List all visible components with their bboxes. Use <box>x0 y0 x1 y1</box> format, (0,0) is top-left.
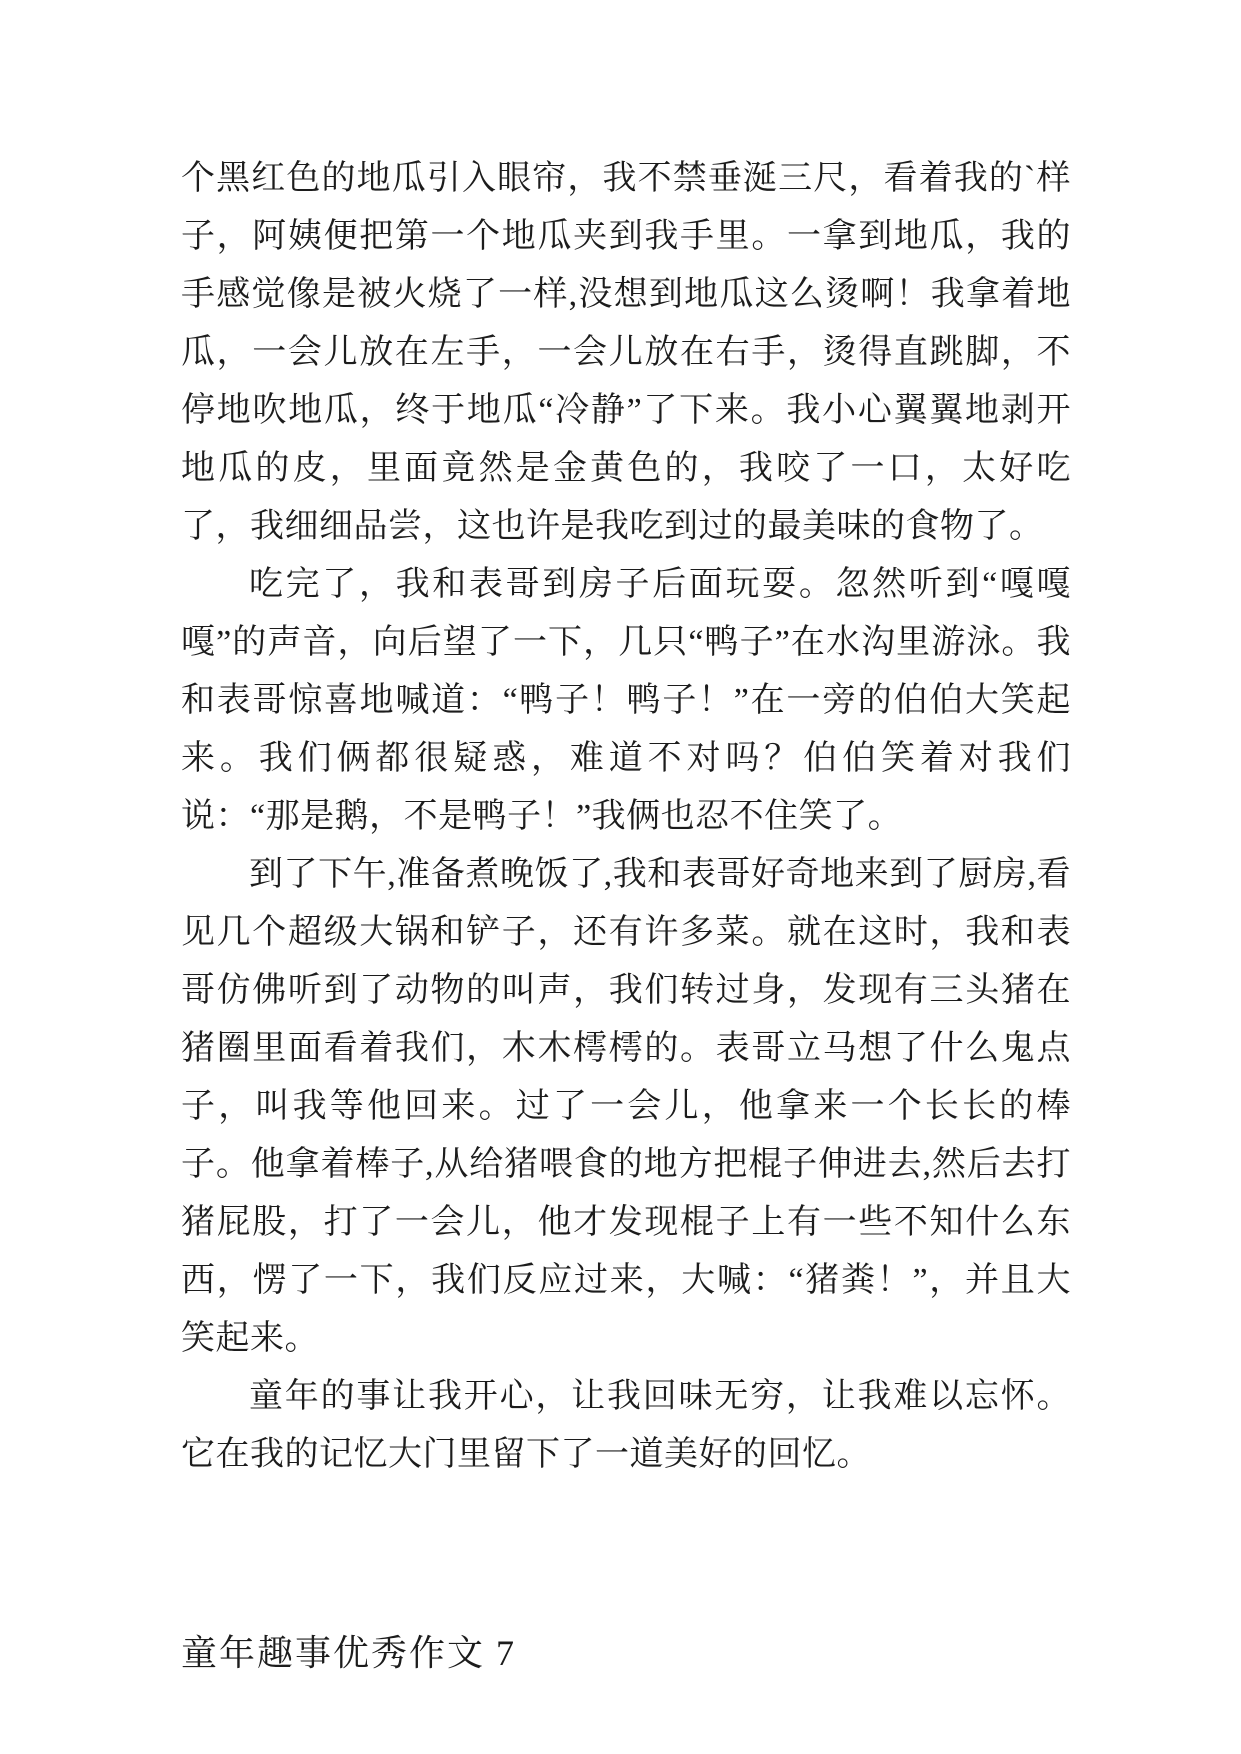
essay-paragraph-2: 吃完了，我和表哥到房子后面玩耍。忽然听到“嘎嘎嘎”的声音，向后望了一下，几只“鸭子”在水沟里游泳。我和表哥惊喜地喊道：“鸭子！鸭子！”在一旁的伯伯大笑起来。我们俩都很疑惑，难道不对吗？伯伯笑着对我们说：“那是鹅，不是鸭子！”我俩也忍不住笑了。 <box>181 566 1071 835</box>
essay-footer-caption: 童年趣事优秀作文 7 <box>181 1633 517 1673</box>
essay-content <box>181 150 1071 1682</box>
essay-paragraph-4: 童年的事让我开心，让我回味无穷，让我难以忘怀。它在我的记忆大门里留下了一道美好的回忆。 <box>181 1378 1071 1473</box>
essay-paragraph-3: 到了下午,准备煮晚饭了,我和表哥好奇地来到了厨房,看见几个超级大锅和铲子，还有许多菜。就在这时，我和表哥仿佛听到了动物的叫声，我们转过身，发现有三头猪在猪圈里面看着我们，木木樗樗的。表哥立马想了什么鬼点子，叫我等他回来。过了一会儿，他拿来一个长长的棒子。他拿着棒子,从给猪喂食的地方把棍子伸进去,然后去打猪屁股，打了一会儿，他才发现棍子上有一些不知什么东西，愣了一下，我们反应过来，大喊：“猪粪！”，并且大笑起来。 <box>181 856 1071 1357</box>
essay-paragraph-1: 个黑红色的地瓜引入眼帘，我不禁垂涎三尺，看着我的`样子，阿姨便把第一个地瓜夹到我手里。一拿到地瓜，我的手感觉像是被火烧了一样,没想到地瓜这么烫啊！我拿着地瓜，一会儿放在左手，一会儿放在右手，烫得直跳脚，不停地吹地瓜，终于地瓜“冷静”了下来。我小心翼翼地剥开地瓜的皮，里面竟然是金黄色的，我咬了一口，太好吃了，我细细品尝，这也许是我吃到过的最美味的食物了。 <box>181 160 1071 545</box>
